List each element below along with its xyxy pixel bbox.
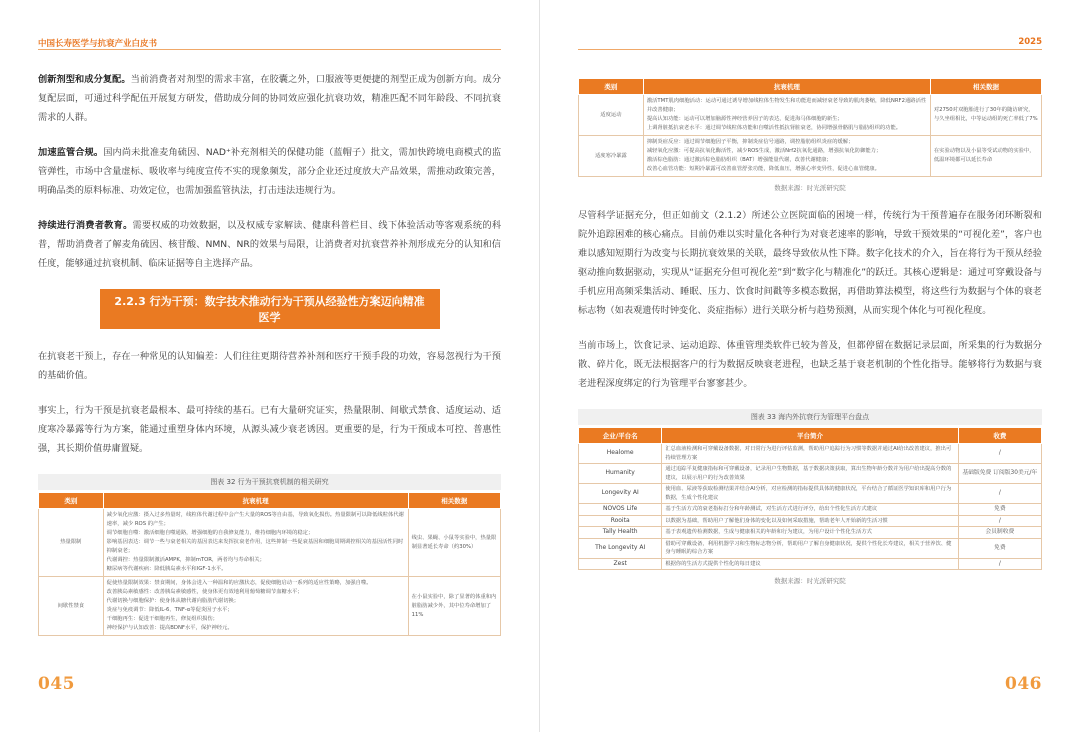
platform-desc: 基于表观遗传检测数据，生成与健康相关的年龄和行为建议，为用户设计个性化生活方式 <box>662 527 958 539</box>
mechanism-line: 激活棕色脂肪：通过激活棕色脂肪组织（BAT）增强能量代谢，改善代谢健康； <box>646 157 832 163</box>
table-row <box>579 527 1042 539</box>
table-source: 数据来源：时光派研究院 <box>774 184 846 192</box>
mechanism-line: 减轻氧化应激：可提高抗氧化酶活性，减少ROS生成，激活Nrf2抗氧化通路，增强抗氧化防御能力； <box>646 148 882 154</box>
table-row <box>39 509 501 577</box>
platform-desc: 根据你的生活方式提供个性化的每日建议 <box>662 558 958 570</box>
platform-desc: 基于生活方式的衰老指标打分和年龄测试，对生活方式进行评分，给出个性化生活方式建议 <box>662 504 958 516</box>
figure-title: 图表 32 行为干预抗衰机制的相关研究 <box>38 474 501 490</box>
platform-name: The Longevity AI <box>579 538 662 558</box>
table-row <box>579 95 1042 136</box>
column-header: 抗衰机理 <box>643 79 930 95</box>
column-header: 抗衰机理 <box>103 493 408 509</box>
platform-desc: 借助可穿戴设备，利用机器学习和生物标志物分析，帮助用户了解自身健康状况，提供个性化长寿建议，相关于营养饮、健身与睡眠的综合方案 <box>662 538 958 558</box>
mechanism-line: 代谢切换与细胞保护：使身体从糖代谢向脂肪代谢切换； <box>106 598 240 604</box>
table-row <box>579 484 1042 504</box>
category-cell: 间歇性禁食 <box>39 577 104 636</box>
right-page <box>540 0 1080 732</box>
mechanism-line: 促使热量限制效果：禁食期间，身体会进入一种温和的应激状态，促使细胞启动一系列的适应性策略，加强自噬。 <box>106 580 372 586</box>
data-cell: 对2750对双胞胎进行了30年的随访研究，与久坐组相比，中等运动组的死亡率低了7% <box>930 95 1041 136</box>
platform-name: NOVOS Life <box>579 504 662 516</box>
mechanism-line: 糖尿病等代谢疾病：降低胰岛素水平和IGF-1水平。 <box>106 566 227 572</box>
table-row <box>579 136 1042 177</box>
mechanism-line: 改善心血管功能：短期冷暴露可改善血管舒张功能，降低血压，增强心率变异性，促进心血管健康。 <box>646 166 880 172</box>
header-rule <box>578 49 1042 50</box>
table-row <box>579 558 1042 570</box>
paragraph-regulation <box>38 143 501 200</box>
mechanism-line: 炎症与免疫调节：降低IL-6、TNF-α等促炎因子水平； <box>106 607 233 613</box>
platform-name: Tally Health <box>579 527 662 539</box>
paragraph-bold-lead: 创新剂型和成分复配。 <box>38 74 131 85</box>
paragraph-education <box>38 216 501 273</box>
platform-desc: 通过追踪平复健康指标和可穿戴设备，记录用户生物数据，基于数据决策获取，算出生物年龄分数并为用户给出提高分数的建议，以展示用户的行为改善效果 <box>662 464 958 484</box>
column-header: 相关数据 <box>408 493 500 509</box>
mechanism-line: 激活TMT肌肉细胞活动：运动可通过诱导增加线粒体生物发生和功能进而减轻衰老导致的肌肉萎缩，降低NRF2通路活性并改善健康； <box>646 98 927 113</box>
data-cell: 在小鼠实验中，除了显著的体重和内脏脂肪减少外，其中位寿命增加了11% <box>408 577 500 636</box>
platform-price: 免费 <box>958 538 1041 558</box>
paragraph-foundation: 事实上，行为干预是抗衰老最根本、最可持续的基石。已有大量研究证实，热量限制、间歇式禁食、适度运动、适度寒冷暴露等行为方案，能通过重塑身体内环境，从源头减少衰老诱因。更重要的是，行为干预成本可控、普惠性强，其长期价值毋庸置疑。 <box>38 405 501 454</box>
platform-price: / <box>958 515 1041 527</box>
right-content <box>578 78 1042 585</box>
column-header: 平台简介 <box>662 428 958 444</box>
column-header: 企业/平台名 <box>579 428 662 444</box>
mechanism-line: 干细胞再生：促进干细胞再生，修复组织损伤； <box>106 616 218 622</box>
paragraph-bold-lead: 加速监管合规。 <box>38 147 104 158</box>
category-cell: 适度运动 <box>579 95 644 136</box>
paragraph-digital: 尽管科学证据充分，但正如前文（2.1.2）所述公立医院面临的困境一样，传统行为干预普遍存在服务闭环断裂和院外追踪困难的核心痛点。目前仍难以实时量化各种行为对衰老速率的影响，导致干预效果的“可视化差”，客户也难以感知短期行为改变与长期抗衰效果的关联，最终导致依从性下降。数字化技术的介入，旨在将行为干预从经验驱动推向数据驱动，实现从“证据充分但可视化差”到“数字化与精准化”的跃迁。其核心逻辑是：通过可穿戴设备与手机应用高频采集活动、睡眠、压力、饮食时间戳等多模态数据，再借助算法模型，将这些行为数据与个体的衰老标志物（如表观遗传时钟变化、炎症指标）进行关联分析与趋势预测，从而实现个体化与可视化程度。 <box>578 210 1042 316</box>
platform-desc: 汇总血液检测和可穿戴设备数据，对日常行为进行评估监测，帮助用户追踪行为习惯等数据并通过AI给出改善建议，推出可持续管理方案 <box>662 444 958 464</box>
table-header-row <box>39 493 501 509</box>
table-row <box>579 444 1042 464</box>
paragraph-text: 需要权威的功效数据，以及权威专家解读、健康科普栏目、线下体验活动等客观系统的科普，帮助消费者了解麦角硫因、核苷酸、NMN、NR的效果与局限，让消费者对抗衰营养补剂形成充分的认知和信任度，能够通过抗衰机制、临床证据等自主选择产品。 <box>38 220 502 269</box>
section-heading: 2.2.3 行为干预：数字技术推动行为干预从经验性方案迈向精准医学 <box>100 289 440 329</box>
platform-price: / <box>958 444 1041 464</box>
mechanism-cell <box>643 95 930 136</box>
platform-price: 免费 <box>958 504 1041 516</box>
table-row <box>579 504 1042 516</box>
header-year: 2025 <box>1018 37 1042 47</box>
column-header: 收费 <box>958 428 1041 444</box>
mechanism-cell <box>643 136 930 177</box>
table-row <box>579 464 1042 484</box>
header-rule <box>38 49 501 50</box>
paragraph-bias: 在抗衰老干预上，存在一种常见的认知偏差：人们往往更期待营养补剂和医疗干预手段的功效，容易忽视行为干预的基础价值。 <box>38 351 501 381</box>
paragraph-text: 国内尚未批准麦角硫因、NAD⁺补充剂相关的保健功能（蓝帽子）批文，需加快跨境电商模式的监管弹性，市场中含量虚标、吸收率与纯度宣传不实的现象频发，部分企业还过度放大产品效果，需推动政策完善，明确品类的原料标准、功效定位，也需加强监管执法，打击违法违规行为。 <box>38 147 502 196</box>
table-row <box>579 515 1042 527</box>
behavior-mechanism-table <box>38 492 501 636</box>
platform-desc: 以数据为基础，帮助用户了解他们身体的变化以及如何采取措施，帮助老年人开始新的生活习惯 <box>662 515 958 527</box>
paragraph-market: 当前市场上，饮食记录、运动追踪、体重管理类软件已较为普及，但都停留在数据记录层面，所采集的行为数据分散、碎片化，既无法根据客户的行为数据反映衰老进程，也缺乏基于衰老机制的个性化指导。能够将行为数据与衰老进程深度绑定的行为管理平台寥寥甚少。 <box>578 340 1042 389</box>
figure-title: 图表 33 海内外抗衰行为管理平台盘点 <box>578 409 1042 425</box>
mechanism-cell <box>103 577 408 636</box>
platform-name: Rooita <box>579 515 662 527</box>
mechanism-line: 抑制炎症反应：通过调节细胞因子平衡，抑制炎症信号通路，调控脂肪组织炎症的缓解； <box>646 139 854 145</box>
behavior-mechanism-table-continued <box>578 78 1042 177</box>
mechanism-line: 神经保护与认知改善：提高BDNF水平，保护神经元。 <box>106 625 233 631</box>
category-cell: 适度寒冷暴露 <box>579 136 644 177</box>
platform-price: / <box>958 484 1041 504</box>
mechanism-line: 上调肾脏抵抗衰老水平：通过调节线粒体功能和自噬活性抵抗肾脏衰老，协同增强骨骼肌与脂肪组织的功能。 <box>646 125 902 131</box>
platform-name: Humanity <box>579 464 662 484</box>
mechanism-line: 调节细胞自噬：激活细胞自噬通路，增强细胞的自我修复能力，维持细胞内环境的稳定； <box>106 530 314 536</box>
mechanism-line: 提高认知功能：运动可以增加脑源性神经营养因子的表达，促进海马体细胞的新生； <box>646 116 843 122</box>
mechanism-line: 代谢调控：热量限制激活AMPK，抑制mTOR，两者均与寿命相关； <box>106 557 265 563</box>
platform-desc: 使用血、尿液等获取检测结果并结合AI分析，对应检测的指标提供具体的健康状况，平台结合了循证医学知识库和用户行为数据，生成个性化建议 <box>662 484 958 504</box>
page-number: 045 <box>38 674 75 694</box>
platform-name: Healome <box>579 444 662 464</box>
platform-name: Longevity AI <box>579 484 662 504</box>
table-source: 数据来源：时光派研究院 <box>774 577 846 585</box>
platform-price: 基础版免费 订阅版30美元/年 <box>958 464 1041 484</box>
paragraph-text: 当前消费者对剂型的需求丰富，在胶囊之外，口服液等更便捷的剂型正成为创新方向。成分复配层面，可通过科学配伍开展复方研发，借助成分间的协同效应强化抗衰功效，精准匹配不同年龄段、不同抗衰需求的人群。 <box>38 74 502 123</box>
table-header-row <box>579 79 1042 95</box>
mechanism-line: 减少氧化应激：摄入过多热量时，线粒体代谢过程中会产生大量的ROS等自由基，导致氧化损伤。热量限制可以降低线粒体代谢速率，减少 ROS 的产生； <box>106 512 404 527</box>
platform-price: 会员制收费 <box>958 527 1041 539</box>
header-title: 中国长寿医学与抗衰产业白皮书 <box>38 39 158 49</box>
data-cell: 在实验动物以及小鼠等受试动物的实验中，低温环境都可以延长寿命 <box>930 136 1041 177</box>
category-cell: 热量限制 <box>39 509 104 577</box>
platform-price: / <box>958 558 1041 570</box>
column-header: 类别 <box>39 493 104 509</box>
mechanism-line: 改善胰岛素敏感性：改善胰岛素敏感性，使身体更有效地利用葡萄糖调节血糖水平； <box>106 589 303 595</box>
column-header: 类别 <box>579 79 644 95</box>
paragraph-bold-lead: 持续进行消费者教育。 <box>38 220 133 231</box>
table-header-row <box>579 428 1042 444</box>
platform-table <box>578 427 1042 570</box>
paragraph-formulation <box>38 70 501 127</box>
platform-name: Zest <box>579 558 662 570</box>
table-row <box>39 577 501 636</box>
mechanism-line: 影响基因表达：调节一些与衰老相关的基因表达来发挥抗衰老作用，这些抑制一些促衰基因和细胞周期调控相关的基因活性同时抑制衰老； <box>106 539 404 554</box>
mechanism-cell <box>103 509 408 577</box>
left-content <box>38 70 501 636</box>
table-row <box>579 538 1042 558</box>
page-number: 046 <box>1005 674 1042 694</box>
data-cell: 线虫、果蝇、小鼠等实验中，热量限制显著延长寿命（约30%） <box>408 509 500 577</box>
column-header: 相关数据 <box>930 79 1041 95</box>
